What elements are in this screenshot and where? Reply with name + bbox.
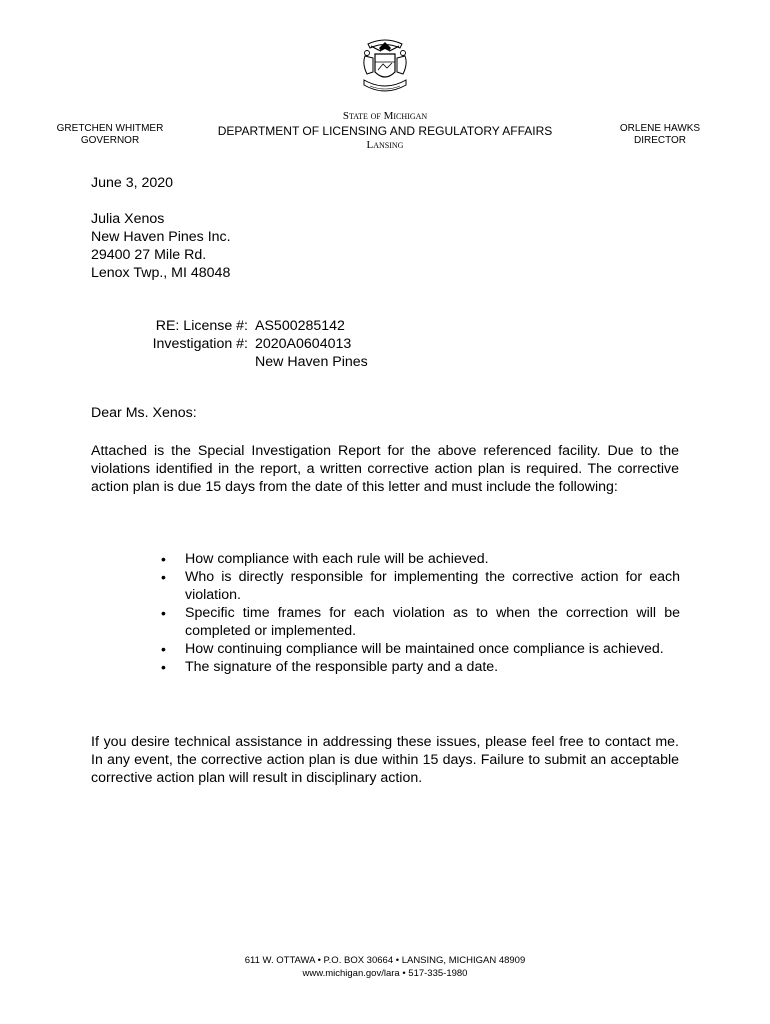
- list-item: [158, 604, 680, 640]
- recipient-name: Julia Xenos: [91, 211, 165, 227]
- salutation: Dear Ms. Xenos:: [91, 405, 197, 421]
- license-label: RE: License #:: [155, 318, 248, 334]
- recipient-address: [91, 210, 231, 282]
- investigation-label: Investigation #:: [152, 336, 248, 352]
- list-item: [158, 640, 680, 658]
- requirements-list: [158, 550, 680, 676]
- investigation-number: 2020A0604013: [255, 336, 352, 352]
- director-title: DIRECTOR: [633, 135, 687, 146]
- governor-name: GRETCHEN WHITMER: [56, 123, 164, 134]
- intro-paragraph: Attached is the Special Investigation Report for the above referenced facility. Due to the violations identified in the report, a written corrective action plan is required. The corrective action plan is due 15 days from the date of this letter and must include the following:: [91, 443, 679, 495]
- list-item-text: Who is directly responsible for implementing the corrective action for each violation.: [185, 569, 680, 603]
- license-row: [91, 317, 368, 335]
- bullet-icon: •: [161, 641, 166, 657]
- director-name: ORLENE HAWKS: [619, 123, 701, 134]
- license-number: AS500285142: [255, 318, 345, 334]
- reference-block: [91, 317, 368, 371]
- recipient-city: Lenox Twp., MI 48048: [91, 265, 231, 281]
- michigan-state-seal-icon: [356, 36, 414, 98]
- bullet-icon: •: [161, 551, 166, 567]
- list-item-text: Specific time frames for each violation as to when the correction will be completed or implemented.: [185, 605, 680, 639]
- investigation-row: [91, 335, 368, 353]
- list-item: [158, 568, 680, 604]
- list-item-text: The signature of the responsible party and a date.: [185, 659, 499, 675]
- facility-row: [91, 353, 368, 371]
- closing-paragraph: If you desire technical assistance in addressing these issues, please feel free to contact me. In any event, the corrective action plan is due within 15 days. Failure to submit an acceptable corrective action plan will result in disciplinary action.: [91, 734, 679, 786]
- recipient-company: New Haven Pines Inc.: [91, 229, 231, 245]
- bullet-icon: •: [161, 569, 166, 585]
- list-item-text: How compliance with each rule will be achieved.: [185, 551, 489, 567]
- governor-title: GOVERNOR: [80, 135, 140, 146]
- list-item: [158, 658, 680, 676]
- footer-address: 611 W. OTTAWA • P.O. BOX 30664 • LANSING, MICHIGAN 48909: [244, 955, 526, 966]
- city-line: Lansing: [366, 139, 404, 151]
- bullet-icon: •: [161, 605, 166, 621]
- footer-contact: www.michigan.gov/lara • 517-335-1980: [302, 968, 468, 979]
- list-item-text: How continuing compliance will be maintained once compliance is achieved.: [185, 641, 664, 657]
- state-line: State of Michigan: [342, 110, 428, 122]
- letter-date: June 3, 2020: [91, 175, 174, 191]
- department-name: DEPARTMENT OF LICENSING AND REGULATORY AFFAIRS: [217, 124, 553, 138]
- bullet-icon: •: [161, 659, 166, 675]
- facility-name: New Haven Pines: [255, 354, 368, 370]
- recipient-street: 29400 27 Mile Rd.: [91, 247, 207, 263]
- list-item: [158, 550, 680, 568]
